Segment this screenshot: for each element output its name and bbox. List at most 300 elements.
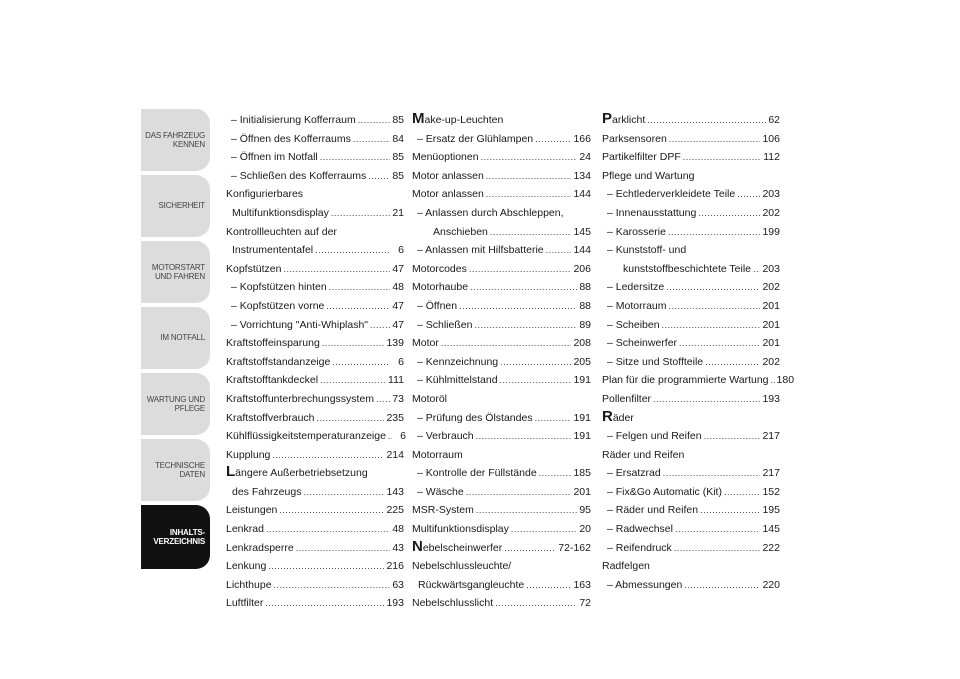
- index-entry: [226, 371, 404, 390]
- index-page-number: 201: [762, 318, 780, 331]
- index-entry: [412, 111, 591, 130]
- index-entry-row: [602, 371, 795, 390]
- dot-leader: [388, 427, 392, 446]
- index-entry-text: – Kennzeichnung: [417, 355, 499, 368]
- index-entry-row: [226, 409, 404, 428]
- dot-leader: [490, 223, 572, 242]
- index-page-number: 166: [573, 132, 591, 145]
- dot-leader: [320, 148, 390, 167]
- index-entry: [602, 353, 780, 372]
- index-page-number: 112: [763, 151, 780, 164]
- index-entry-text: ake-up-Leuchten: [424, 114, 504, 126]
- index-entry-text: Kupplung: [226, 448, 271, 461]
- index-entry-text: Kontrollleuchten auf der: [226, 225, 337, 238]
- index-page-number: 88: [579, 299, 591, 312]
- index-entry-row: [602, 576, 780, 595]
- index-entry-text: – Innenausstattung: [607, 206, 697, 219]
- index-page-number: 144: [573, 244, 591, 257]
- index-entry-text: – Karosserie: [607, 225, 666, 238]
- index-page-number: 6: [398, 355, 404, 368]
- index-entry-row: [226, 539, 404, 558]
- index-page-number: 89: [579, 318, 591, 331]
- index-entry-text: Kraftstoffverbrauch: [226, 411, 315, 424]
- index-entry-text: äder: [612, 411, 634, 424]
- index-entry-label: [231, 111, 356, 130]
- index-entry-row: [226, 130, 404, 149]
- index-entry-text: arklicht: [612, 114, 646, 126]
- dot-leader: [546, 241, 572, 260]
- index-entry: [226, 520, 404, 539]
- index-entry-row: [226, 297, 404, 316]
- index-entry-label: [607, 223, 666, 242]
- index-entry-text: Motor anlassen: [412, 169, 484, 182]
- index-entry-text: kunststoffbeschichtete Teile: [623, 262, 752, 275]
- index-page-number: 191: [573, 430, 591, 443]
- index-entry-row: [602, 148, 780, 167]
- index-entry-text: – Scheinwerfer: [607, 337, 678, 350]
- index-entry-text: – Sitze und Stoffteile: [607, 355, 704, 368]
- index-entry: [602, 483, 780, 502]
- index-entry-text: Plan für die programmierte Wartung: [602, 374, 769, 387]
- tab-label: IM NOTFALL: [160, 333, 205, 343]
- index-entry-label: [412, 334, 439, 353]
- index-entry-text: – Reifendruck: [607, 541, 672, 554]
- index-entry-row: [226, 204, 404, 223]
- index-entry: [226, 316, 404, 335]
- index-entry-row: [226, 427, 404, 446]
- index-page-number: 206: [573, 262, 591, 275]
- index-entry-label: [231, 130, 351, 149]
- index-entry-text: Luftfilter: [226, 597, 264, 610]
- index-entry-row: [602, 353, 780, 372]
- index-entry: [412, 409, 591, 428]
- index-page-number: 21: [392, 206, 404, 219]
- index-entry-label: [602, 130, 667, 149]
- index-entry-label: [412, 260, 467, 279]
- dot-leader: [476, 427, 572, 446]
- index-page-number: 235: [386, 411, 404, 424]
- index-entry-text: – Öffnen des Kofferraums: [231, 132, 351, 145]
- index-entry: [226, 576, 404, 595]
- index-entry-text: – Verbrauch: [417, 430, 474, 443]
- index-page-number: 143: [386, 485, 404, 498]
- dot-leader: [470, 278, 577, 297]
- index-entry: [602, 501, 780, 520]
- index-entry-row: [226, 278, 404, 297]
- index-entry-text: Lenkrad: [226, 523, 264, 536]
- index-entry-text: – Anlassen mit Hilfsbatterie: [417, 244, 544, 257]
- dot-leader: [332, 353, 390, 372]
- index-entry-row: [412, 409, 591, 428]
- index-entry-text: Motor: [412, 337, 439, 350]
- tab-im-notfall[interactable]: [141, 307, 210, 369]
- index-entry-row: [226, 390, 404, 409]
- dot-leader: [376, 390, 390, 409]
- index-entry-row: [602, 111, 780, 130]
- index-entry-text: – Kunststoff- und: [607, 244, 687, 257]
- index-entry-row: [602, 427, 780, 446]
- index-entry-row: [226, 576, 404, 595]
- index-entry-text: Kraftstoffunterbrechungssystem: [226, 392, 375, 405]
- index-entry-row: [412, 130, 591, 149]
- index-entry-row: [226, 167, 404, 186]
- index-entry-label: [602, 371, 769, 390]
- index-entry-label: [602, 148, 681, 167]
- index-initial-letter: L: [226, 463, 236, 481]
- dot-leader: [647, 111, 766, 130]
- index-entry-row: [412, 464, 591, 483]
- index-entry-row: [412, 260, 591, 279]
- index-entry-label: [226, 539, 294, 558]
- index-page-number: 205: [573, 355, 591, 368]
- index-entry-label: [226, 334, 320, 353]
- index-page-number: 63: [392, 578, 404, 591]
- index-entry-label: [412, 167, 484, 186]
- index-entry-text: – Ersatzrad: [607, 467, 661, 480]
- index-entry-label: [412, 111, 591, 130]
- index-entry-label: [412, 594, 493, 613]
- index-page-number: 85: [392, 114, 404, 126]
- index-entry-label-line1: [226, 223, 404, 242]
- index-entry: [602, 427, 780, 446]
- tab-sicherheit[interactable]: [141, 175, 210, 237]
- index-entry-row: [412, 539, 591, 558]
- index-entry-label: [417, 316, 472, 335]
- dot-leader: [666, 278, 760, 297]
- index-entry: [226, 594, 404, 613]
- index-entry-text: Pflege und Wartung: [602, 169, 695, 182]
- tab-das-fahrzeug-kennen[interactable]: [141, 109, 210, 171]
- index-entry: [412, 167, 591, 186]
- index-page-number: 217: [762, 430, 780, 443]
- index-initial-letter: P: [602, 110, 613, 127]
- index-page-number: 222: [762, 541, 780, 554]
- index-entry-label: [226, 371, 318, 390]
- dot-leader: [459, 297, 577, 316]
- index-entry-text: Nebelschlusslicht: [412, 597, 494, 610]
- index-entry-text: MSR-System: [412, 504, 474, 517]
- index-entry-text: – Kopfstützen hinten: [231, 281, 327, 294]
- index-page-number: 191: [573, 374, 591, 387]
- dot-leader: [700, 501, 760, 520]
- index-entry-text: Motoröl: [412, 392, 448, 405]
- index-entry: [602, 223, 780, 242]
- dot-leader: [279, 501, 384, 520]
- index-entry: [412, 427, 591, 446]
- index-entry-text: Räder und Reifen: [602, 448, 685, 461]
- index-page-number: 201: [762, 337, 780, 350]
- dot-leader: [265, 594, 384, 613]
- index-entry-text: ebelscheinwerfer: [422, 541, 503, 554]
- index-entry-label: [602, 409, 780, 428]
- index-entry: [412, 185, 591, 204]
- index-page-number: 152: [762, 485, 780, 498]
- index-entry-row: [412, 167, 591, 186]
- index-entry: [412, 539, 591, 558]
- index-entry-label: [602, 446, 780, 465]
- index-entry-label: [607, 260, 751, 279]
- index-entry: [412, 557, 591, 594]
- index-page-number: 208: [573, 337, 591, 350]
- index-entry-label: [412, 501, 474, 520]
- index-entry-label: [607, 427, 702, 446]
- index-entry-label: [417, 409, 533, 428]
- index-entry: [226, 334, 404, 353]
- index-entry-label: [226, 557, 266, 576]
- index-entry-label: [607, 316, 660, 335]
- index-page-number: 185: [573, 467, 591, 480]
- index-entry: [226, 557, 404, 576]
- index-entry-label: [607, 278, 664, 297]
- index-page-number: 145: [762, 523, 780, 536]
- dot-leader: [466, 483, 572, 502]
- index-entry-label: [607, 520, 673, 539]
- index-page-number: 43: [392, 541, 404, 554]
- index-entry-text: – Schließen des Kofferraums: [231, 169, 367, 182]
- index-page-number: 72-162: [558, 541, 591, 554]
- tab-label: MOTORSTART UND FAHREN: [151, 262, 205, 281]
- dot-leader: [474, 316, 577, 335]
- index-entry-label: [607, 204, 696, 223]
- index-page-number: 220: [762, 578, 780, 591]
- index-entry-label: [226, 520, 264, 539]
- index-entry-row: [412, 371, 591, 390]
- index-entry-label: [607, 334, 677, 353]
- index-page-number: 62: [768, 114, 780, 126]
- index-entry-text: – Ledersitze: [607, 281, 665, 294]
- index-entry-label: [607, 539, 672, 558]
- index-entry-row: [412, 483, 591, 502]
- dot-leader: [675, 520, 761, 539]
- index-entry-label: [417, 353, 498, 372]
- index-entry-row: [226, 111, 404, 130]
- index-entry-text: Radfelgen: [602, 560, 650, 573]
- index-entry-text: Pollenfilter: [602, 392, 652, 405]
- index-entry-row: [412, 185, 591, 204]
- index-entry: [602, 464, 780, 483]
- index-entry: [602, 409, 780, 428]
- index-entry-text: Kraftstoffstandanzeige: [226, 355, 331, 368]
- index-entry: [412, 204, 591, 241]
- index-entry-label: [607, 464, 661, 483]
- index-page-number: 88: [579, 281, 591, 294]
- index-page-number: 203: [762, 188, 780, 201]
- index-entry-text: – Echtlederverkleidete Teile: [607, 188, 736, 201]
- index-entry: [602, 297, 780, 316]
- index-entry-label: [412, 185, 484, 204]
- index-entry-row: [226, 353, 404, 372]
- index-entry-row: [412, 297, 591, 316]
- index-entry: [412, 260, 591, 279]
- index-entry-text: Kraftstoffeinsparung: [226, 337, 320, 350]
- index-page-number: 195: [762, 504, 780, 517]
- index-entry-row: [602, 297, 780, 316]
- index-page-number: 193: [762, 392, 780, 405]
- index-entry-row: [226, 446, 404, 465]
- index-page-number: 47: [392, 318, 404, 331]
- dot-leader: [526, 576, 571, 595]
- index-initial-letter: R: [602, 407, 613, 425]
- index-entry-label: [417, 223, 488, 242]
- index-page-number: 48: [392, 523, 404, 536]
- index-entry-row: [226, 520, 404, 539]
- index-entry: [602, 111, 780, 130]
- index-entry-text: des Fahrzeugs: [232, 485, 302, 498]
- index-entry-row: [412, 353, 591, 372]
- index-entry-label: [607, 185, 735, 204]
- index-entry: [602, 278, 780, 297]
- index-entry-row: [412, 520, 591, 539]
- index-entry-text: Kraftstofftankdeckel: [226, 374, 319, 387]
- tab-wartung-und-pflege[interactable]: [141, 373, 210, 435]
- index-entry-text: Nebelschlussleuchte/: [412, 560, 512, 573]
- dot-leader: [486, 167, 572, 186]
- tab-label: WARTUNG UND PFLEGE: [146, 394, 205, 413]
- index-entry-text: – Wäsche: [417, 485, 464, 498]
- index-entry-label: [417, 427, 474, 446]
- index-entry: [226, 427, 404, 446]
- index-entry-text: ängere Außerbetriebsetzung: [235, 467, 368, 480]
- dot-leader: [511, 520, 577, 539]
- index-entry-label: [607, 501, 698, 520]
- index-entry-row: [602, 278, 780, 297]
- dot-leader: [303, 483, 384, 502]
- index-entry-row: [602, 316, 780, 335]
- index-entry-label: [226, 427, 386, 446]
- index-entry-row: [602, 390, 780, 409]
- index-entry-label: [412, 539, 502, 558]
- index-entry-text: Multifunktionsdisplay: [412, 523, 509, 536]
- index-entry-text: – Vorrichtung "Anti-Whiplash": [231, 318, 369, 331]
- index-entry-row: [602, 501, 780, 520]
- index-entry-text: – Abmessungen: [607, 578, 683, 591]
- page-number: 272: [141, 544, 165, 560]
- index-entry: [602, 130, 780, 149]
- index-entry-label: [226, 483, 301, 502]
- index-entry-text: – Schließen: [417, 318, 473, 331]
- index-entry-label: [231, 278, 327, 297]
- index-entry-label: [226, 260, 281, 279]
- index-entry-label: [231, 297, 324, 316]
- index-entry-row: [412, 594, 591, 613]
- index-entry-text: – Kopfstützen vorne: [231, 299, 325, 312]
- index-entry-label: [607, 353, 703, 372]
- index-page-number: 24: [579, 151, 591, 164]
- index-entry: [602, 390, 780, 409]
- index-entry: [602, 539, 780, 558]
- tab-motorstart-und-fahren[interactable]: [141, 241, 210, 303]
- index-entry: [226, 111, 404, 130]
- index-entry-label-line1: [602, 241, 780, 260]
- index-entry: [226, 278, 404, 297]
- tab-label: DAS FAHRZEUG KENNEN: [145, 130, 205, 149]
- index-entry-label: [417, 241, 544, 260]
- dot-leader: [322, 334, 385, 353]
- index-page-number: 84: [392, 132, 404, 145]
- index-entry-label: [226, 204, 329, 223]
- index-entry: [412, 520, 591, 539]
- index-entry-text: – Radwechsel: [607, 523, 673, 536]
- index-entry: [412, 278, 591, 297]
- dot-leader: [315, 241, 390, 260]
- index-entry: [602, 576, 780, 595]
- index-entry-text: Rückwärtsgangleuchte: [418, 578, 525, 591]
- index-entry-text: – Ersatz der Glühlampen: [417, 132, 534, 145]
- index-entry-label: [412, 278, 468, 297]
- index-page-number: 201: [762, 299, 780, 312]
- index-entry-text: Multifunktionsdisplay: [232, 206, 329, 219]
- tab-label: INHALTS-VERZEICHNIS: [153, 527, 205, 546]
- index-entry-label: [412, 446, 591, 465]
- index-entry-label-line1: [412, 557, 591, 576]
- index-entry: [602, 148, 780, 167]
- index-entry-text: Lenkung: [226, 560, 267, 573]
- index-entry-row: [602, 464, 780, 483]
- index-entry-text: Instrumententafel: [232, 244, 314, 257]
- index-initial-letter: N: [412, 537, 423, 555]
- dot-leader: [704, 427, 761, 446]
- index-entry-row: [226, 241, 404, 260]
- dot-leader: [495, 594, 577, 613]
- index-entry-label: [226, 446, 270, 465]
- index-entry: [602, 446, 780, 465]
- dot-leader: [500, 353, 571, 372]
- index-initial-letter: M: [412, 110, 425, 127]
- index-entry: [602, 185, 780, 204]
- index-page-number: 163: [573, 578, 591, 591]
- index-page-number: 199: [762, 225, 780, 238]
- index-entry-row: [412, 316, 591, 335]
- index-entry-label: [417, 297, 457, 316]
- index-entry: [226, 297, 404, 316]
- index-entry-label: [417, 371, 498, 390]
- index-page-number: 216: [386, 560, 404, 573]
- index-page-number: 85: [392, 151, 404, 164]
- index-entry-text: Lichthupe: [226, 578, 272, 591]
- index-entry-label: [417, 483, 464, 502]
- index-entry: [226, 464, 404, 501]
- index-entry: [226, 409, 404, 428]
- dot-leader: [737, 185, 760, 204]
- index-entry-label: [226, 409, 315, 428]
- index-entry-row: [602, 539, 780, 558]
- index-entry: [226, 501, 404, 520]
- index-page-number: 47: [392, 262, 404, 275]
- index-page-number: 202: [762, 206, 780, 219]
- index-page-number: 6: [400, 430, 406, 443]
- index-entry-label: [226, 353, 330, 372]
- dot-leader: [353, 130, 390, 149]
- dot-leader: [370, 316, 390, 335]
- dot-leader: [500, 371, 572, 390]
- dot-leader: [476, 501, 577, 520]
- dot-leader: [329, 278, 390, 297]
- tab-technische-daten[interactable]: [141, 439, 210, 501]
- index-entry-label: [607, 576, 682, 595]
- dot-leader: [663, 464, 761, 483]
- dot-leader: [668, 223, 761, 242]
- index-entry-row: [602, 204, 780, 223]
- index-entry: [412, 371, 591, 390]
- index-column-2: [412, 111, 591, 613]
- index-column-3: [602, 110, 795, 594]
- index-entry: [412, 148, 591, 167]
- index-entry-text: Leistungen: [226, 504, 278, 517]
- dot-leader: [274, 576, 390, 595]
- index-entry-text: – Prüfung des Ölstandes: [417, 411, 533, 424]
- index-entry: [412, 241, 591, 260]
- index-page-number: 20: [579, 523, 591, 536]
